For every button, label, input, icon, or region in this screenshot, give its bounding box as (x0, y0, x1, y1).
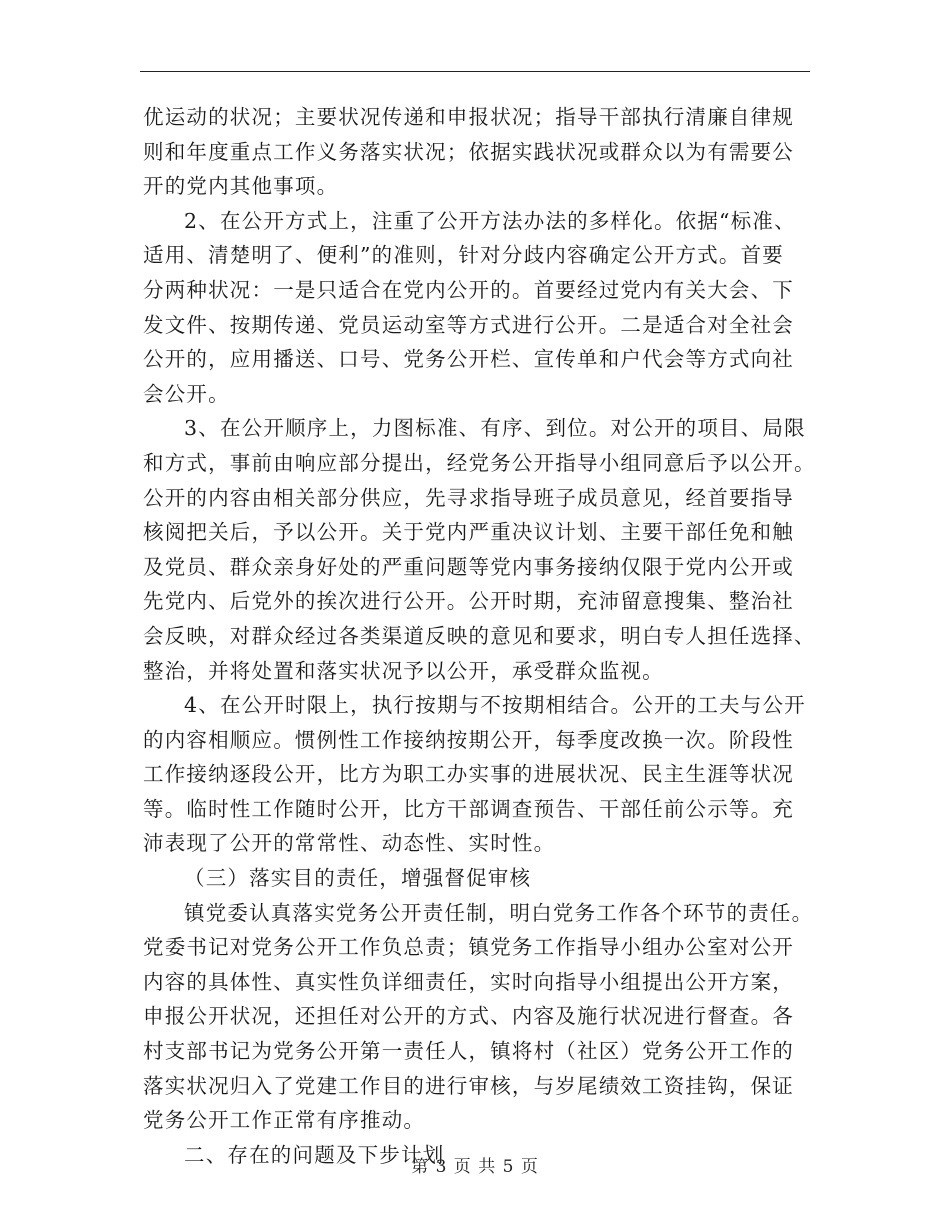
text-line: 先党内、后党外的挨次进行公开。公开时期，充沛留意搜集、整治社 (143, 589, 794, 614)
text-line: 会公开。 (143, 381, 230, 406)
text-line: 则和年度重点工作义务落实状况；依据实践状况或群众以为有需要公 (143, 139, 794, 164)
text-line: 2、在公开方式上，注重了公开方法办法的多样化。依据“标准、 (184, 208, 796, 233)
text-line: 适用、清楚明了、便利”的准则，针对分歧内容确定公开方式。首要 (143, 243, 784, 268)
text-line: 二、存在的问题及下步计划 (184, 1142, 445, 1167)
text-line: 村支部书记为党务公开第一责任人，镇将村（社区）党务公开工作的 (143, 1039, 794, 1064)
text-line: 发文件、按期传递、党员运动室等方式进行公开。二是适合对全社会 (143, 312, 794, 337)
text-line: 3、在公开顺序上，力图标准、有序、到位。对公开的项目、局限 (184, 416, 806, 441)
text-line: 和方式，事前由响应部分提出，经党务公开指导小组同意后予以公开。 (143, 450, 816, 475)
text-line: 镇党委认真落实党务公开责任制，明白党务工作各个环节的责任。 (184, 900, 814, 925)
text-line: 优运动的状况；主要状况传递和申报状况；指导干部执行清廉自律规 (143, 105, 794, 129)
text-line: 落实状况归入了党建工作目的进行审核，与岁尾绩效工资挂钩，保证 (143, 1073, 794, 1098)
text-line: 会反映，对群众经过各类渠道反映的意见和要求，明白专人担任选择、 (143, 623, 816, 648)
text-line: 分两种状况：一是只适合在党内公开的。首要经过党内有关大会、下 (143, 277, 794, 302)
text-line: 及党员、群众亲身好处的严重问题等党内事务接纳仅限于党内公开或 (143, 554, 794, 579)
text-line: 整治，并将处置和落实状况予以公开，承受群众监视。 (143, 658, 664, 683)
text-line: 4、在公开时限上，执行按期与不按期相结合。公开的工夫与公开 (184, 693, 806, 718)
page-number: 第 3 页 共 5 页 (411, 1157, 539, 1177)
text-line: 申报公开状况，还担任对公开的方式、内容及施行状况进行督查。各 (143, 1004, 794, 1029)
text-line: 党委书记对党务公开工作负总责；镇党务工作指导小组办公室对公开 (143, 935, 794, 960)
text-line: 公开的，应用播送、口号、党务公开栏、宣传单和户代会等方式向社 (143, 347, 794, 372)
text-line: （三）落实目的责任，增强督促审核 (184, 866, 532, 891)
header-rule (140, 71, 810, 72)
text-line: 核阅把关后，予以公开。关于党内严重决议计划、主要干部任免和触 (143, 520, 794, 545)
text-line: 等。临时性工作随时公开，比方干部调查预告、干部任前公示等。充 (143, 796, 794, 821)
text-line: 沛表现了公开的常常性、动态性、实时性。 (143, 831, 556, 856)
text-line: 内容的具体性、真实性负详细责任，实时向指导小组提出公开方案， (143, 969, 794, 994)
text-line: 开的党内其他事项。 (143, 174, 339, 199)
text-line: 公开的内容由相关部分供应，先寻求指导班子成员意见，经首要指导 (143, 485, 794, 510)
text-line: 的内容相顺应。惯例性工作接纳按期公开，每季度改换一次。阶段性 (143, 727, 794, 752)
text-line: 工作接纳逐段公开，比方为职工办实事的进展状况、民主生涯等状况 (143, 762, 794, 787)
text-line: 党务公开工作正常有序推动。 (143, 1108, 426, 1133)
document-body (143, 100, 816, 1172)
